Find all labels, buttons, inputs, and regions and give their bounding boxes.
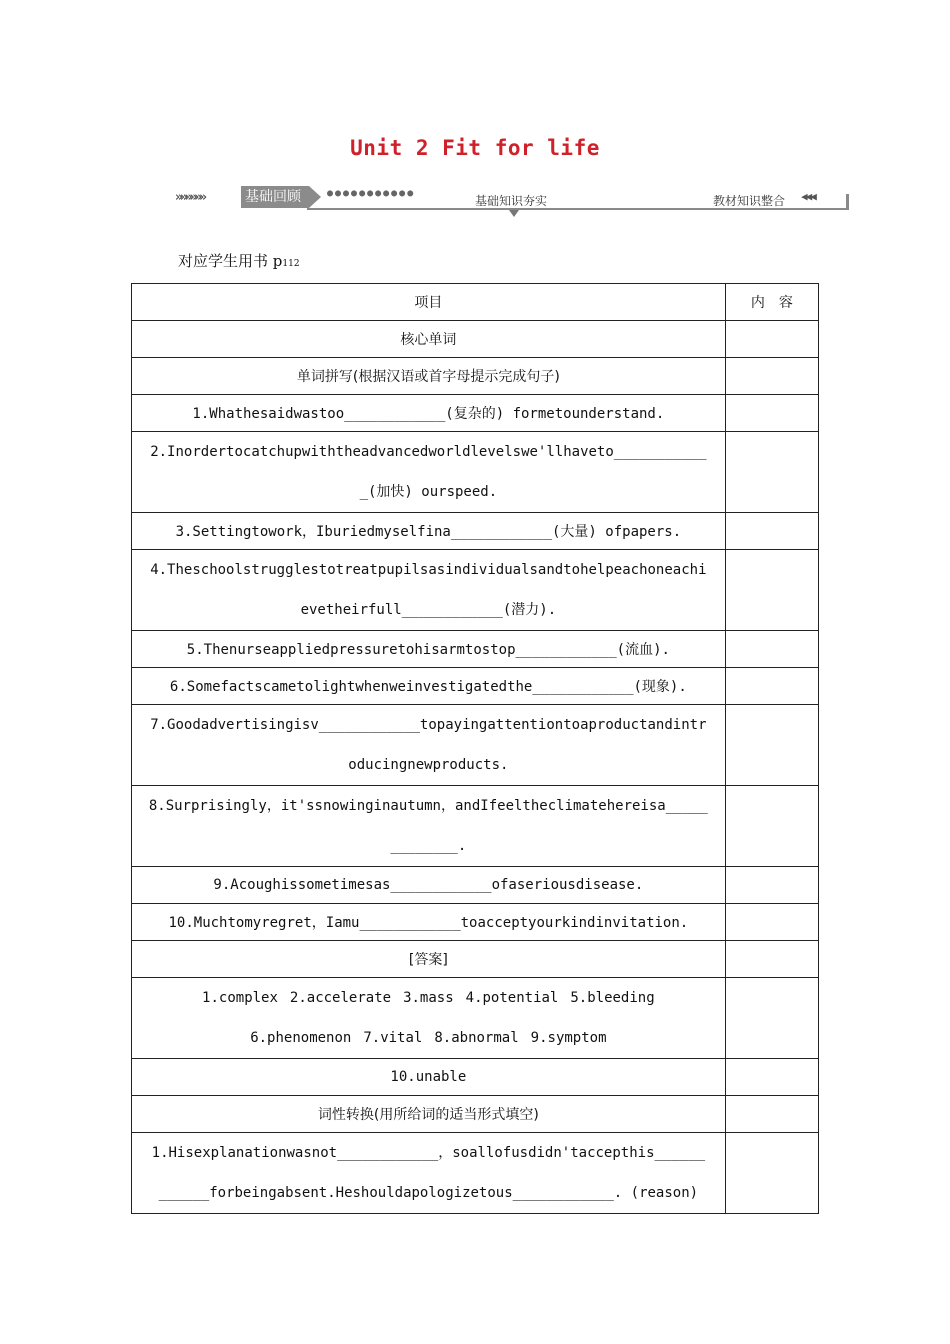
answer-item: 8.abnormal — [434, 1030, 519, 1046]
header-item: 项目 — [132, 284, 726, 321]
table-row — [132, 668, 819, 705]
answer-item: 5.bleeding — [570, 990, 655, 1006]
table-row — [132, 978, 819, 1059]
question-7 — [132, 705, 726, 786]
question-9: 9.Acoughissometimesas____________ofaseriousdisease. — [132, 867, 726, 904]
content-cell — [725, 978, 818, 1059]
answers-line-2 — [142, 1018, 715, 1058]
question-5: 5.Thenurseappliedpressuretohisarmtostop____________(流血). — [132, 631, 726, 668]
table-row — [132, 1096, 819, 1133]
table-row — [132, 432, 819, 513]
content-cell — [725, 867, 818, 904]
banner-right-label: 教材知识整合 — [713, 194, 786, 208]
question-2-line2: _(加快) ourspeed. — [359, 484, 498, 500]
badge-arrow-icon — [309, 186, 321, 208]
answer-item: 4.potential — [465, 990, 559, 1006]
triangle-down-icon — [509, 210, 519, 217]
header-content: 内 容 — [725, 284, 818, 321]
table-row — [132, 358, 819, 395]
question-6: 6.Somefactscametolightwhenweinvestigatedthe____________(现象). — [132, 668, 726, 705]
table-row — [132, 631, 819, 668]
answers-line-3: 10.unable — [132, 1059, 726, 1096]
content-cell — [725, 786, 818, 867]
question-7-line1: 7.Goodadvertisingisv____________topayingattentiontoaproductandintr — [150, 717, 707, 733]
content-cell — [725, 904, 818, 941]
table-row — [132, 941, 819, 978]
content-cell — [725, 941, 818, 978]
content-cell — [725, 1059, 818, 1096]
question-2 — [132, 432, 726, 513]
conversion-question-1-line2: ______forbeingabsent.Heshouldapologizetous____________. (reason) — [158, 1185, 699, 1201]
content-cell — [725, 513, 818, 550]
answer-item: 9.symptom — [530, 1030, 607, 1046]
chevron-right-icon: »»»»»» — [175, 190, 204, 205]
page-reference-text: 对应学生用书 p — [178, 252, 283, 270]
table-row — [132, 321, 819, 358]
answers-line-1 — [142, 978, 715, 1018]
table-row — [132, 867, 819, 904]
answer-item: 6.phenomenon — [250, 1030, 352, 1046]
content-cell — [725, 631, 818, 668]
subsection-heading: 词性转换(用所给词的适当形式填空) — [132, 1096, 726, 1133]
content-cell — [725, 395, 818, 432]
question-4 — [132, 550, 726, 631]
question-8-line2: ________. — [390, 838, 467, 854]
banner-middle-label: 基础知识夯实 — [475, 194, 548, 208]
page-reference — [178, 250, 300, 271]
table-row — [132, 705, 819, 786]
content-cell — [725, 705, 818, 786]
table-header-row — [132, 284, 819, 321]
banner-badge: 基础回顾 — [241, 186, 309, 208]
answer-item: 2.accelerate — [289, 990, 392, 1006]
vocab-table — [131, 283, 819, 1214]
page-reference-number: 112 — [282, 259, 300, 269]
answer-item: 3.mass — [403, 990, 454, 1006]
page-title: Unit 2 Fit for life — [350, 136, 600, 160]
table-row — [132, 395, 819, 432]
conversion-question-1 — [132, 1133, 726, 1214]
question-3: 3.Settingtowork，Iburiedmyselfina____________(大量) ofpapers. — [132, 513, 726, 550]
question-4-line2: evetheirfull____________(潜力). — [300, 602, 557, 618]
section-heading: 核心单词 — [132, 321, 726, 358]
conversion-question-1-line1: 1.Hisexplanationwasnot____________，soallofusdidn'taccepthis______ — [151, 1145, 706, 1161]
table-row — [132, 786, 819, 867]
dots-icon: ●●●●●●●●●●● — [327, 188, 416, 199]
answer-label: [答案] — [132, 941, 726, 978]
content-cell — [725, 358, 818, 395]
question-10: 10.Muchtomyregret，Iamu____________toacceptyourkindinvitation. — [132, 904, 726, 941]
answers-block — [132, 978, 726, 1059]
table-row — [132, 1059, 819, 1096]
subsection-heading: 单词拼写(根据汉语或首字母提示完成句子) — [132, 358, 726, 395]
section-banner — [175, 184, 849, 218]
banner-end-bar — [846, 194, 849, 210]
content-cell — [725, 668, 818, 705]
question-7-line2: oducingnewproducts. — [348, 757, 509, 773]
arrow-left-icon: ◀◀◀ — [801, 190, 815, 203]
answer-item: 7.vital — [363, 1030, 423, 1046]
content-cell — [725, 432, 818, 513]
content-cell — [725, 1096, 818, 1133]
question-1: 1.Whathesaidwastoo____________(复杂的) formetounderstand. — [132, 395, 726, 432]
table-row — [132, 550, 819, 631]
table-row — [132, 513, 819, 550]
content-cell — [725, 321, 818, 358]
question-8-line1: 8.Surprisingly，it'ssnowinginautumn，andIfeeltheclimatehereisa_____ — [148, 798, 708, 814]
content-cell — [725, 550, 818, 631]
table-row — [132, 1133, 819, 1214]
question-2-line1: 2.Inordertocatchupwiththeadvancedworldlevelswe'llhaveto___________ — [150, 444, 707, 460]
content-cell — [725, 1133, 818, 1214]
question-4-line1: 4.Theschoolstrugglestotreatpupilsasindividualsandtohelpeachoneachi — [150, 562, 707, 578]
table-row — [132, 904, 819, 941]
answer-item: 1.complex — [202, 990, 278, 1006]
question-8 — [132, 786, 726, 867]
